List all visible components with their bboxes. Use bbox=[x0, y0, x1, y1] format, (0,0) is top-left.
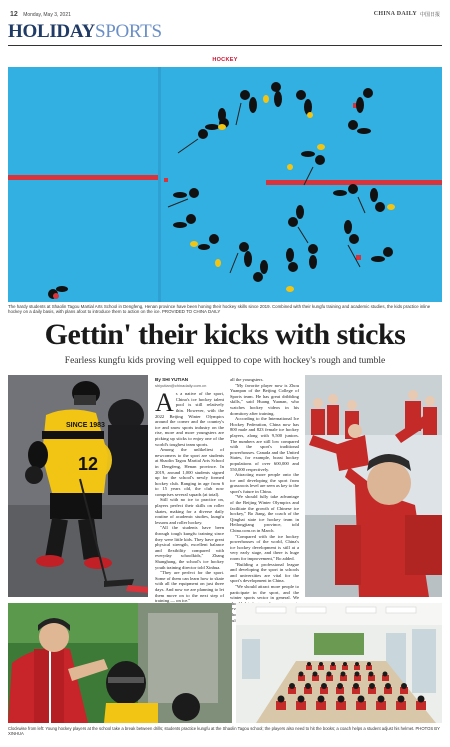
bottom-photos-caption: Clockwise from left: Young hockey players at the school take a break between drills; students practice kungfu at the Shaolin Tagou school; the players also need to hit the books; a coach helps a student adjust his helmet. PHOTOS BY XINHUA bbox=[8, 726, 440, 737]
article-paragraph: "They are perfect for the sport. Some of them can learn how to skate with all the equipment on just three days. And now we are planning to let them move on to the next step of training — on ice." bbox=[155, 570, 224, 604]
main-photo-caption: The hardy students at Shaolin Tagou Martial Arts School in Dengfeng, Henan province have been honing their hockey skills since 2019. Combined with their kungfu training and academic studies, the kids practice inline hockey on a daily basis, with plans afoot to introduce them to action on the ice. PROVIDED TO CHINA DAILY bbox=[8, 304, 431, 315]
classroom-illustration bbox=[236, 603, 442, 723]
coach-illustration bbox=[8, 603, 232, 723]
article-paragraph: "All the students have been through tough kungfu training since they were little kids. They have great physical strength, excellent balance and flexibility compared with everyday schoolkids," Zhang Shanghang, the school's ice hockey youth training director told Xinhua. bbox=[155, 525, 224, 570]
article-paragraph: "We should fully take advantage of the Beijing Winter Olympics and facilitate the growth of Chinese ice hockey," Bo Jiang, the coach of the Qinghai state ice hockey team in Heilongjiang province, told China.com.cn in March. bbox=[230, 494, 299, 534]
drop-cap: A bbox=[155, 388, 174, 418]
article-column-1 bbox=[155, 377, 224, 621]
article-column-2 bbox=[230, 377, 299, 623]
photo-kungfu-students bbox=[305, 375, 442, 597]
jersey-number: 12 bbox=[78, 454, 99, 474]
main-photo-rink bbox=[8, 67, 442, 302]
folio-left bbox=[10, 11, 75, 18]
author-email: shiyutian@chinadaily.com.cn bbox=[155, 382, 207, 388]
article-paragraph: all the youngsters. bbox=[230, 377, 264, 382]
photo-classroom bbox=[236, 603, 442, 723]
article-headline: Gettin' their kicks with sticks bbox=[44, 318, 406, 351]
story-kicker: HOCKEY bbox=[212, 57, 238, 63]
section-title-holiday: HOLIDAY bbox=[8, 21, 95, 42]
article-paragraph: Still with no ice to practice on, players perfect their skills on roller skates, making for a diverse daily routine of academic studies, kungfu lessons and roller hockey. bbox=[155, 497, 224, 525]
rink-illustration bbox=[8, 67, 442, 302]
article-paragraph: Attracting more people onto the ice and developing the sport from grassroots level are seen as key to the sport's future in China. bbox=[230, 472, 300, 494]
article-subhead: Fearless kungfu kids proving well equipped to cope with hockey's rough and tumble bbox=[64, 356, 386, 366]
section-title-sports: SPORTS bbox=[94, 21, 162, 42]
folio-right bbox=[374, 11, 440, 18]
kungfu-illustration bbox=[305, 375, 442, 597]
article-byline: By SHI YUTIAN bbox=[155, 377, 189, 382]
article-paragraph: Among the unlikeliest of newcomers to the sport are students at Shaolin Tagou Martial Arts School in Dengfeng, Henan province. In 2019, around 1,000 students signed up for the school's newly formed hockey club. Ranging in age from 6 to 15 years old, the club now comprises several squads (at total). bbox=[155, 447, 224, 497]
article-paragraph: "Building a professional league and developing the sport in schools and universities are vital for the sport's development in China. bbox=[230, 561, 299, 584]
article-paragraph: According to the International Ice Hockey Federation, China now has 800 male and 823 female ice hockey players, along with 9,500 juniors. The numbers are still low compared with the sport's traditional powerhouses. Canada and the United States, for example, boast hockey populations of over 600,000 and 550,000 respectively. bbox=[230, 416, 299, 472]
section-title bbox=[8, 22, 162, 41]
issue-date: Monday, May 3, 2021 bbox=[23, 11, 71, 18]
photo-coach-helmet bbox=[8, 603, 232, 723]
page-folio bbox=[10, 9, 440, 19]
article-paragraph-text: s a native of the sport, China's ice hockey talent pool is still relatively thin. However, with the 2022 Beijing Winter Olympics around the corner and the country's ice and snow sports industry on the rise, more and more youngsters are picking up sticks to enjoy one of the world's toughest team sports. bbox=[155, 391, 224, 447]
player-illustration bbox=[8, 375, 148, 597]
page-number: 12 bbox=[10, 10, 18, 18]
section-rule bbox=[8, 45, 442, 46]
article-paragraph: "We should attract more people to participate in the sport, and the winter sports sector in general. We level bbox=[230, 583, 299, 612]
newspaper-brand-cn: 中国日报 bbox=[419, 11, 440, 18]
photo-player-closeup bbox=[8, 375, 148, 597]
newspaper-brand: CHINA DAILY bbox=[373, 11, 417, 17]
article-paragraph: "Compared with the ice hockey powerhouses of the world, China's ice hockey development is still at a very early stage, and there is huge room for improvement," Bo added. bbox=[230, 533, 299, 561]
article-paragraph bbox=[155, 388, 224, 447]
article-paragraph: "My favorite player now is Zhou Yuanpan of the Beijing College of Sports team. He has great dribbling skills," said Huang Yuanan, who watches hockey videos in his dormitory after training. bbox=[230, 382, 299, 416]
jersey-since-text: SINCE 1983 bbox=[66, 422, 105, 429]
